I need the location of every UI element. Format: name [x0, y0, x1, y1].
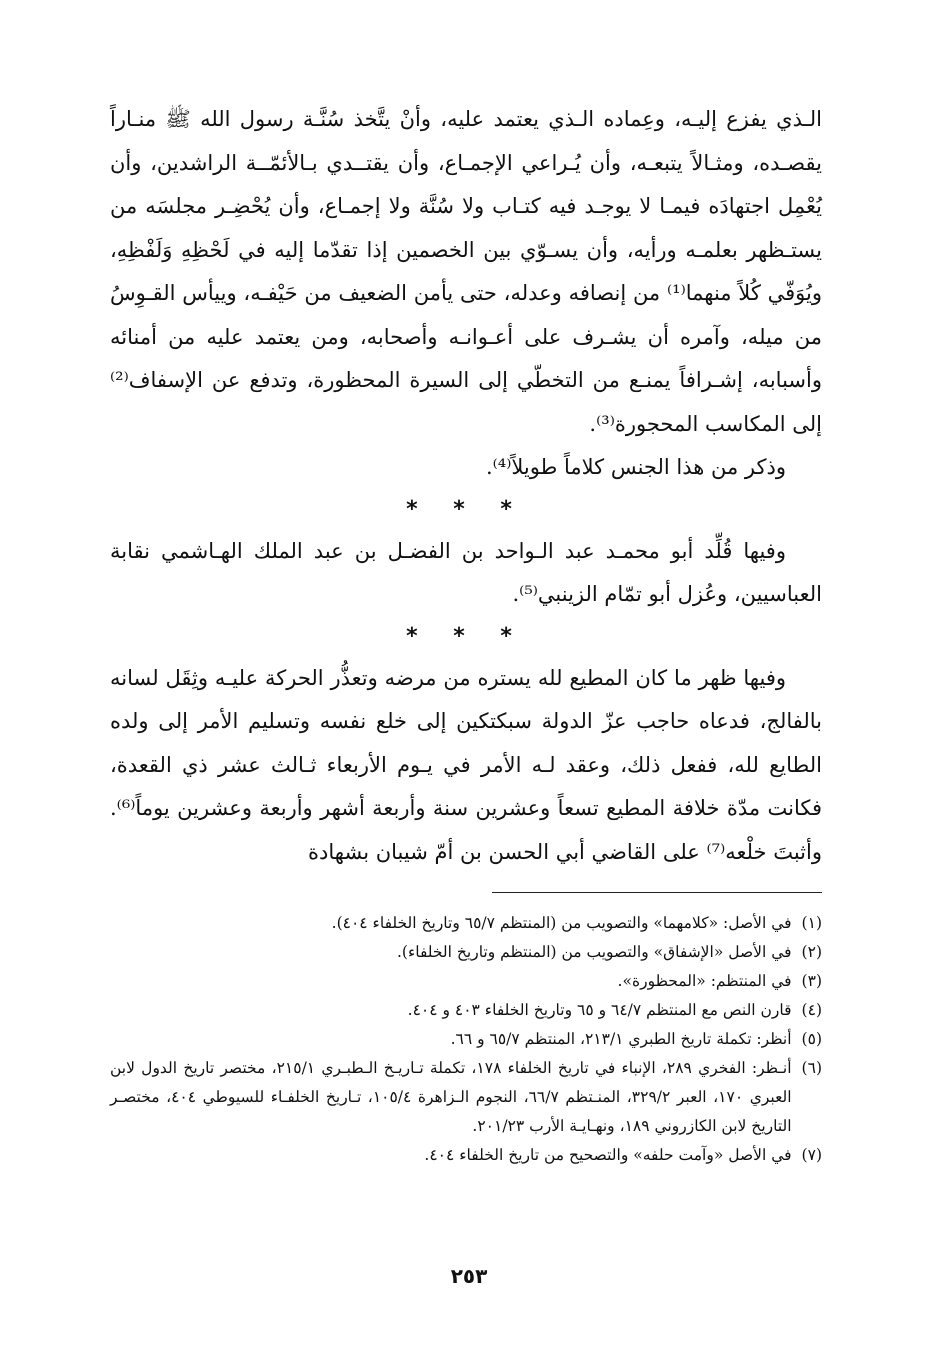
footnote-number: (٦): [801, 1059, 822, 1077]
section-separator-2: * * *: [406, 623, 526, 649]
page-body: [110, 98, 822, 1170]
footnote-3: [110, 967, 822, 996]
footnote-number: (٤): [801, 1001, 822, 1019]
footnote-number: (٣): [801, 972, 822, 990]
footnote-number: (٢): [801, 943, 822, 961]
footnote-text: في الأصل: «كلامهما» والتصويب من (المنتظم ٦٥/٧ وتاريخ الخلفاء ٤٠٤).: [331, 914, 792, 932]
footnote-text: أنظر: تكملة تاريخ الطبري ٢١٣/١، المنتظم ٦٥/٧ و ٦٦.: [450, 1030, 792, 1048]
footnote-number: (٧): [801, 1146, 822, 1164]
footnote-1: [110, 909, 822, 938]
footnote-5: [110, 1025, 822, 1054]
paragraph-1: الـذي يفزع إليـه، وعِماده الـذي يعتمد عليه، وأنْ يتَّخذ سُنَّـة رسول الله ﷺ منـاراً يقصـده، ومثـالاً يتبعـه، وأن يُـراعي الإجمـاع، وأن يقتــدي بـالأئمّــة الراشدين، وأن يُعْمِل اجتهادَه فيمـا لا يوجـد فيه كتـاب ولا سُنَّة ولا إجمـاع، وأن يُحْضِـر مجلسَه من يستـظهر بعلمـه ورأيه، وأن يسـوّي بين الخصمين إذا تقدّما إليه في لَحْظِهِ وَلَفْظِهِ، ويُوَفّي كُلاً منهما⁽¹⁾ من إنصافه وعدله، حتى يأمن الضعيف من حَيْفـه، وييأس القـوِسُ من ميله، وآمره أن يشـرف على أعـوانـه وأصحابه، ومن يعتمد عليه من أمنائه وأسبابه، إشـرافاً يمنـع من التخطّي إلى السيرة المحظورة، وتدفع عن الإسفاف⁽²⁾ إلى المكاسب المحجورة⁽³⁾.: [110, 107, 823, 436]
footnote-text: في المنتظم: «المحظورة».: [617, 972, 792, 990]
section-separator-1: * * *: [406, 496, 526, 522]
page-number: ٢٥٣: [450, 1264, 488, 1288]
paragraph-4: وفيها ظهر ما كان المطيع لله يستره من مرضه وتعذُّر الحركة عليـه وثِقَل لسانه بالفالج، فدعاه حاجب عزّ الدولة سبكتكين إلى خلع نفسه وتسليم الأمر إلى ولده الطايع لله، ففعل ذلك، وعقد لـه الأمر في يـوم الأربعاء ثـالث عشر ذي القعدة، فكانت مدّة خلافة المطيع تسعاً وعشرين سنة وأربعة أشهر وأربعة وعشرين يوماً⁽⁶⁾. وأثبتَ خلْعه⁽⁷⁾ على القاضي أبي الحسن بن أمّ شيبان بشهادة: [110, 665, 822, 864]
footnote-2: [110, 938, 822, 967]
footnote-6: [110, 1054, 822, 1141]
paragraph-3: وفيها قُلِّد أبو محمـد عبد الـواحد بن الفضـل بن عبد الملك الهـاشمي نقابة العباسيين، وعُزل أبو تمّام الزينبي⁽⁵⁾.: [110, 538, 822, 606]
footnote-text: قارن النص مع المنتظم ٦٤/٧ و ٦٥ وتاريخ الخلفاء ٤٠٣ و ٤٠٤.: [407, 1001, 792, 1019]
paragraph-2: وذكر من هذا الجنس كلاماً طويلاً⁽⁴⁾.: [485, 455, 786, 479]
footnote-number: (١): [801, 914, 822, 932]
footnote-4: [110, 996, 822, 1025]
footnote-divider: [492, 892, 822, 893]
footnote-7: [110, 1141, 822, 1170]
footnote-text: في الأصل «وآمت حلفه» والتصحيح من تاريخ الخلفاء ٤٠٤.: [424, 1146, 792, 1164]
footnote-text: في الأصل «الإشفاق» والتصويب من (المنتظم وتاريخ الخلفاء).: [396, 943, 792, 961]
footnote-text: أنـظر: الفخري ٢٨٩، الإنباء في تاريخ الخلفاء ١٧٨، تكملة تـاريـخ الـطبـري ٢١٥/١، مختصر تاريخ الدول لابن العبري ١٧٠، العبر ٣٢٩/٢، المنـتظم ٦٦/٧، النجوم الـزاهرة ١٠٥/٤، تـاريخ الخلفـاء للسيوطي ٤٠٤، مختصـر التاريخ لابن الكازروني ١٨٩، ونهـايـة الأرب ٢٠١/٢٣.: [110, 1059, 792, 1135]
footnote-number: (٥): [801, 1030, 822, 1048]
footnotes-list: [110, 909, 822, 1170]
